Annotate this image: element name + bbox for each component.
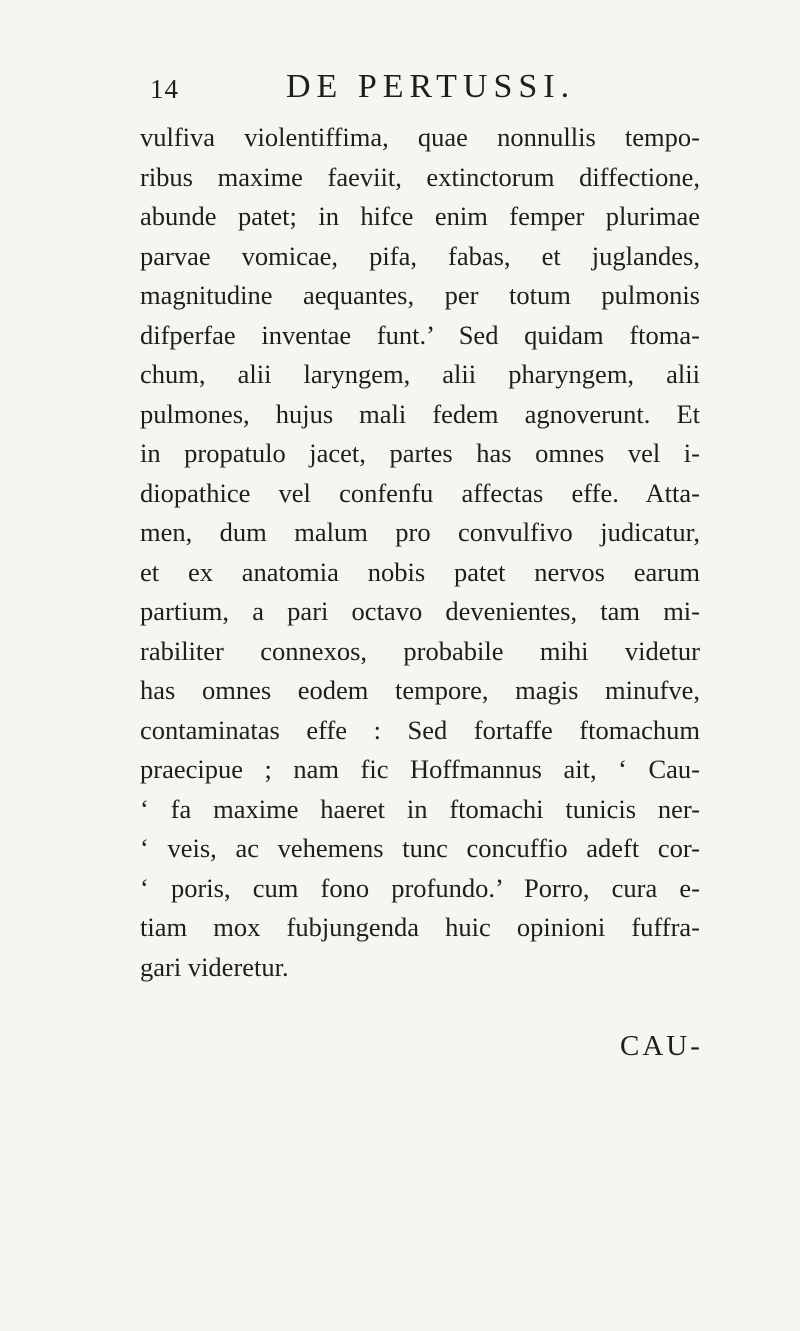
- text-line: abunde patet; in hifce enim femper plurimae: [140, 201, 700, 231]
- text-line: parvae vomicae, pifa, fabas, et juglandes,: [140, 240, 700, 271]
- text-line: partium, a pari octavo devenientes, tam mi-: [140, 596, 700, 626]
- text-line: ‘ veis, ac vehemens tunc concuffio adeft cor-: [140, 833, 700, 863]
- text-line: diopathice vel confenfu affectas effe. Atta-: [140, 477, 700, 508]
- text-line: men, dum malum pro convulfivo judicatur,: [140, 517, 700, 547]
- text-line: contaminatas effe : Sed fortaffe ftomachum: [140, 714, 700, 745]
- text-line: magnitudine aequantes, per totum pulmonis: [140, 280, 700, 310]
- text-line: praecipue ; nam fic Hoffmannus ait, ‘ Cau-: [140, 754, 700, 784]
- text-line: tiam mox fubjungenda huic opinioni fuffra-: [140, 912, 700, 942]
- text-line: ‘ poris, cum fono profundo.’ Porro, cura e-: [140, 872, 700, 903]
- text-line: difperfae inventae funt.’ Sed quidam ftoma-: [140, 319, 700, 350]
- page-number: 14: [150, 74, 179, 104]
- running-head: DE PERTUSSI.: [286, 68, 576, 105]
- catchword: CAU-: [620, 1030, 703, 1062]
- text-line: ribus maxime faeviit, extinctorum diffectione,: [140, 161, 700, 192]
- text-line: et ex anatomia nobis patet nervos earum: [140, 556, 700, 587]
- page-header: [150, 68, 670, 108]
- text-line: vulfiva violentiffima, quae nonnullis tempo-: [140, 122, 700, 152]
- text-line: gari videretur.: [140, 951, 289, 982]
- text-line: in propatulo jacet, partes has omnes vel i-: [140, 438, 700, 468]
- text-line: chum, alii laryngem, alii pharyngem, alii: [140, 359, 700, 389]
- text-line: pulmones, hujus mali fedem agnoverunt. Et: [140, 398, 700, 429]
- text-line: ‘ fa maxime haeret in ftomachi tunicis ner-: [140, 793, 700, 824]
- text-line: has omnes eodem tempore, magis minufve,: [140, 675, 700, 705]
- body-text: [140, 118, 700, 987]
- text-line: rabiliter connexos, probabile mihi videtur: [140, 635, 700, 666]
